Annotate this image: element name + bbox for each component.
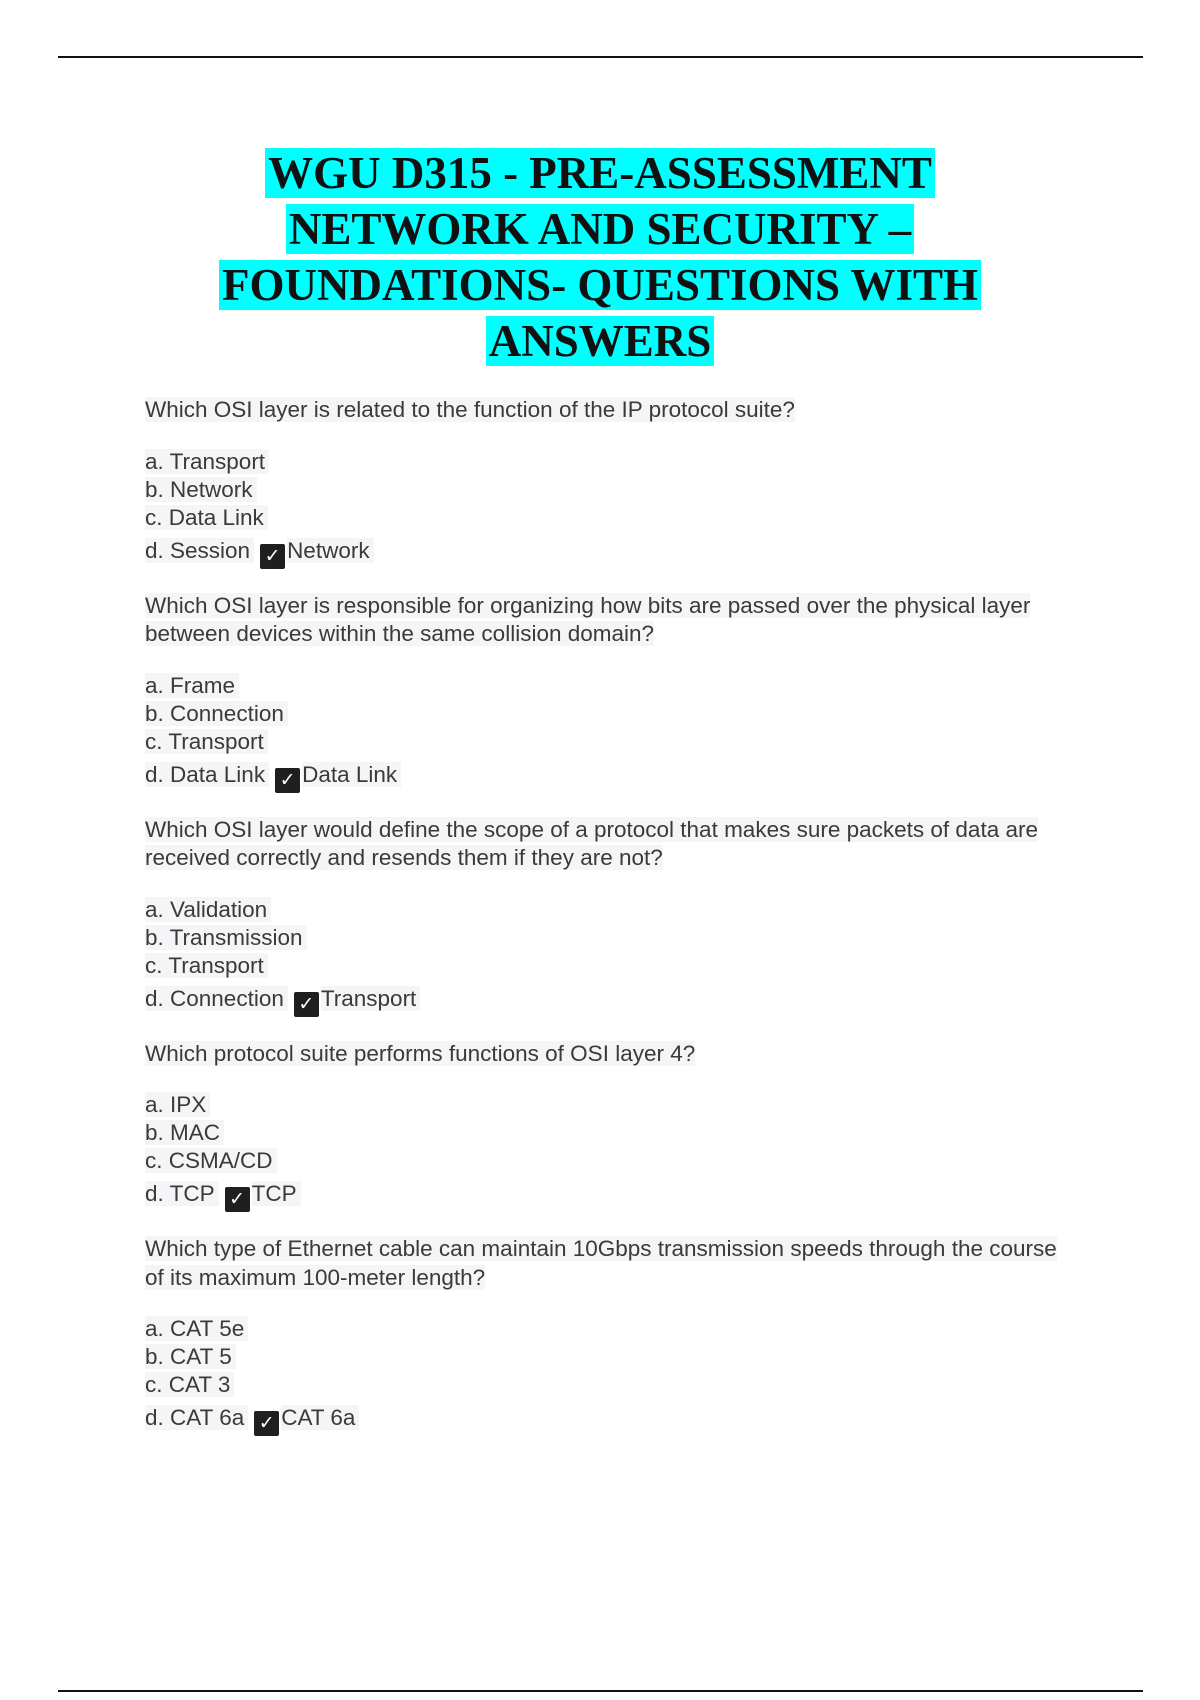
question-text: Which type of Ethernet cable can maintain 10Gbps transmission speeds through the course of its maximum 100-meter length? bbox=[145, 1236, 1057, 1290]
check-box-icon: ✓ bbox=[225, 1187, 250, 1212]
top-rule bbox=[58, 56, 1143, 58]
option-d: d. Data Link ✓ Data Link bbox=[145, 758, 1085, 792]
question-2 bbox=[145, 592, 1085, 792]
title-line-2: NETWORK AND SECURITY – bbox=[286, 204, 914, 254]
question-3 bbox=[145, 816, 1085, 1016]
option-a: a. IPX bbox=[145, 1091, 1085, 1119]
answer-text: Data Link bbox=[302, 762, 401, 787]
option-d: d. Session ✓ Network bbox=[145, 534, 1085, 568]
option-a: a. Frame bbox=[145, 672, 1085, 700]
answer-text: Network bbox=[287, 538, 374, 563]
question-4 bbox=[145, 1040, 1085, 1212]
question-text: Which OSI layer is responsible for organizing how bits are passed over the physical layer between devices within the same collision domain? bbox=[145, 592, 1031, 646]
question-5 bbox=[145, 1235, 1085, 1435]
option-b: b. Network bbox=[145, 476, 1085, 504]
option-a: a. Transport bbox=[145, 448, 1085, 476]
check-box-icon: ✓ bbox=[260, 544, 285, 569]
document-title bbox=[0, 145, 1200, 369]
question-text: Which OSI layer would define the scope of a protocol that makes sure packets of data are received correctly and resends them if they are not? bbox=[145, 816, 1038, 870]
question-text: Which OSI layer is related to the function of the IP protocol suite? bbox=[145, 397, 795, 422]
option-d: d. TCP ✓ TCP bbox=[145, 1177, 1085, 1211]
check-box-icon: ✓ bbox=[254, 1411, 279, 1436]
option-c: c. CSMA/CD bbox=[145, 1147, 1085, 1175]
check-box-icon: ✓ bbox=[294, 992, 319, 1017]
option-b: b. Transmission bbox=[145, 924, 1085, 952]
title-line-1: WGU D315 - PRE-ASSESSMENT bbox=[265, 148, 935, 198]
option-b: b. MAC bbox=[145, 1119, 1085, 1147]
option-a: a. Validation bbox=[145, 896, 1085, 924]
option-a: a. CAT 5e bbox=[145, 1315, 1085, 1343]
question-1 bbox=[145, 396, 1085, 568]
answer-text: CAT 6a bbox=[281, 1405, 359, 1430]
title-line-3: FOUNDATIONS- QUESTIONS WITH bbox=[219, 260, 981, 310]
bottom-rule bbox=[58, 1690, 1143, 1692]
option-b: b. Connection bbox=[145, 700, 1085, 728]
option-c: c. Data Link bbox=[145, 504, 1085, 532]
title-line-4: ANSWERS bbox=[486, 316, 715, 366]
answer-text: Transport bbox=[321, 986, 420, 1011]
option-b: b. CAT 5 bbox=[145, 1343, 1085, 1371]
answer-text: TCP bbox=[252, 1181, 301, 1206]
check-box-icon: ✓ bbox=[275, 768, 300, 793]
option-d: d. Connection ✓ Transport bbox=[145, 982, 1085, 1016]
option-c: c. CAT 3 bbox=[145, 1371, 1085, 1399]
option-d: d. CAT 6a ✓ CAT 6a bbox=[145, 1401, 1085, 1435]
question-list bbox=[145, 396, 1085, 1459]
option-c: c. Transport bbox=[145, 952, 1085, 980]
question-text: Which protocol suite performs functions of OSI layer 4? bbox=[145, 1040, 696, 1066]
option-c: c. Transport bbox=[145, 728, 1085, 756]
